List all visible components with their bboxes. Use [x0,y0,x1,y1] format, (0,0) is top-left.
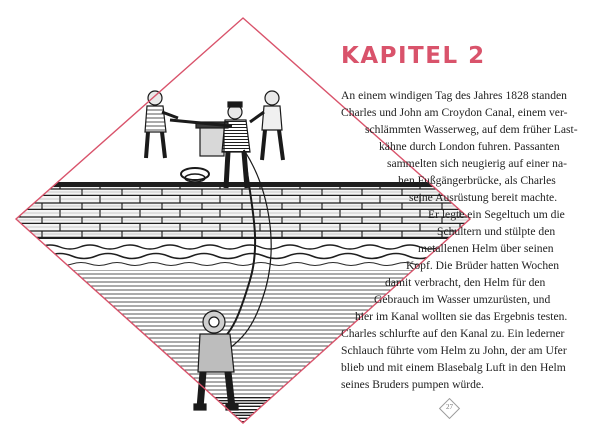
body-line: Schlauch führte vom Helm zu John, der am Ufer [341,344,567,357]
body-line: Schultern und stülpte den [437,225,556,238]
body-line: Charles und John am Croydon Canal, einem ver- [341,106,568,119]
chapter-title: KAPITEL 2 [341,43,486,69]
body-line: sammelten sich neugierig auf einer na- [387,157,567,170]
body-line: Gebrauch im Wasser umzurüsten, und [374,293,551,306]
body-line: schlämmten Wasserweg, auf dem früher Last- [365,123,578,136]
body-line: Charles schlurfte auf den Kanal zu. Ein lederner [341,327,565,340]
body-line: An einem windigen Tag des Jahres 1828 standen [341,89,567,102]
body-line: seine Ausrüstung bereit machte. [409,191,558,204]
body-line: Kopf. Die Brüder hatten Wochen [406,259,560,272]
body-line: damit verbracht, den Helm für den [385,276,546,289]
page-number: 27 [446,403,453,411]
body-line: hier im Kanal wollten sie das Ergebnis testen. [355,310,568,323]
body-line: blieb und mit einem Blasebalg Luft in den Helm [341,361,566,374]
body-line: seines Bruders pumpen würde. [341,378,484,391]
body-line: Er legte ein Segeltuch um die [428,208,565,221]
body-line: kähne durch London fuhren. Passanten [379,140,560,153]
body-line: hen Fußgängerbrücke, als Charles [398,174,556,187]
body-line: metallenen Helm über seinen [418,242,554,255]
